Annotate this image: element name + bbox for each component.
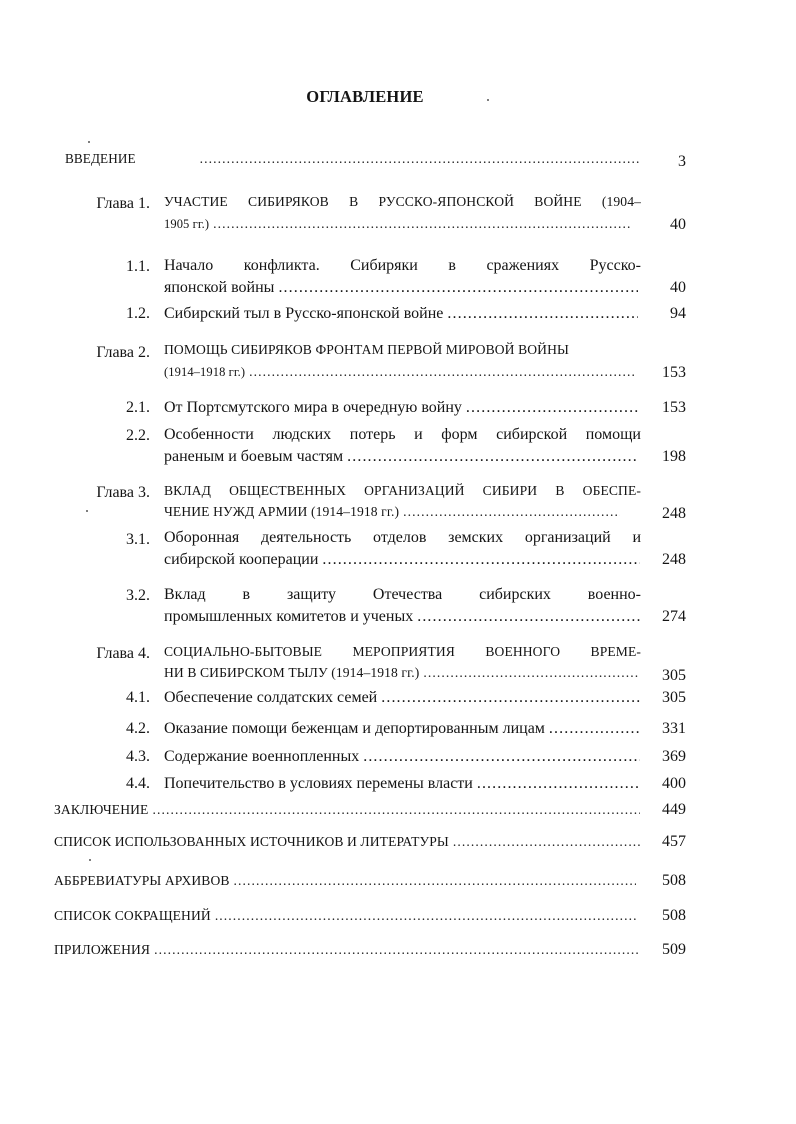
section-title-line[interactable]: Вклад в защиту Отечества сибирских военно- bbox=[164, 586, 641, 603]
chapter-title-line[interactable]: 1905 гг.) ..... bbox=[164, 213, 630, 235]
toc-entry-sources[interactable] bbox=[54, 831, 640, 853]
toc-label: ВВЕДЕНИЕ bbox=[65, 151, 136, 166]
dot-leader bbox=[447, 303, 638, 325]
page-number: 400 bbox=[662, 775, 686, 792]
scan-speck bbox=[86, 510, 88, 512]
page-title: ОГЛАВЛЕНИЕ bbox=[306, 87, 424, 106]
section-number: 4.1. bbox=[126, 689, 150, 706]
section-number: 2.2. bbox=[126, 427, 150, 444]
dot-leader bbox=[249, 361, 636, 383]
toc-label: АББРЕВИАТУРЫ АРХИВОВ bbox=[54, 873, 230, 888]
page-number: 248 bbox=[662, 551, 686, 568]
dot-leader bbox=[453, 831, 640, 853]
dot-leader bbox=[363, 746, 640, 768]
section-number: 4.3. bbox=[126, 748, 150, 765]
chapter-label: Глава 1. bbox=[96, 195, 150, 212]
page-number: 198 bbox=[662, 448, 686, 465]
dot-leader bbox=[152, 799, 640, 821]
scan-speck bbox=[89, 859, 91, 861]
page-number: 3 bbox=[678, 153, 686, 170]
chapter-label: Глава 2. bbox=[96, 344, 150, 361]
dot-leader bbox=[347, 446, 638, 468]
scan-speck bbox=[88, 141, 90, 143]
toc-entry-intro[interactable] bbox=[65, 148, 641, 170]
scan-speck bbox=[487, 99, 489, 101]
section-number: 4.4. bbox=[126, 775, 150, 792]
section-title-line[interactable]: Сибирский тыл в Русско-японской войне ..... bbox=[164, 303, 638, 325]
dot-leader bbox=[322, 549, 640, 571]
section-title-line[interactable]: Обеспечение солдатских семей ..... bbox=[164, 687, 640, 709]
dot-leader bbox=[403, 501, 620, 523]
section-title-line[interactable]: Содержание военнопленных ..... bbox=[164, 746, 640, 768]
chapter-title-line[interactable]: СОЦИАЛЬНО-БЫТОВЫЕ МЕРОПРИЯТИЯ ВОЕННОГО ВРЕМЕ- bbox=[164, 644, 641, 659]
page-number: 457 bbox=[662, 833, 686, 850]
toc-entry-appendices[interactable] bbox=[54, 939, 640, 961]
chapter-label: Глава 4. bbox=[96, 645, 150, 662]
section-title-line[interactable]: От Портсмутского мира в очередную войну ..... bbox=[164, 397, 640, 419]
dot-leader bbox=[549, 718, 640, 740]
page-number: 449 bbox=[662, 801, 686, 818]
chapter-title-line[interactable]: УЧАСТИЕ СИБИРЯКОВ В РУССКО-ЯПОНСКОЙ ВОЙНЕ (1904– bbox=[164, 194, 641, 209]
toc-label: СПИСОК СОКРАЩЕНИЙ bbox=[54, 908, 211, 923]
page-number: 274 bbox=[662, 608, 686, 625]
page-number: 153 bbox=[662, 399, 686, 416]
page-number: 508 bbox=[662, 907, 686, 924]
page-number: 153 bbox=[662, 364, 686, 381]
section-number: 1.2. bbox=[126, 305, 150, 322]
dot-leader bbox=[215, 905, 638, 927]
toc-label: ПРИЛОЖЕНИЯ bbox=[54, 942, 151, 957]
page-number: 508 bbox=[662, 872, 686, 889]
dot-leader bbox=[234, 870, 636, 892]
dot-leader bbox=[278, 277, 638, 299]
dot-leader bbox=[381, 687, 640, 709]
section-number: 1.1. bbox=[126, 258, 150, 275]
chapter-title-line[interactable]: (1914–1918 гг.) ..... bbox=[164, 361, 636, 383]
section-title-line[interactable]: сибирской кооперации ..... bbox=[164, 549, 640, 571]
section-number: 3.2. bbox=[126, 587, 150, 604]
toc-entry-conclusion[interactable] bbox=[54, 799, 640, 821]
section-title-line[interactable]: Особенности людских потерь и форм сибирской помощи bbox=[164, 426, 641, 443]
section-number: 3.1. bbox=[126, 531, 150, 548]
chapter-title-line[interactable]: ПОМОЩЬ СИБИРЯКОВ ФРОНТАМ ПЕРВОЙ МИРОВОЙ ВОЙНЫ bbox=[164, 342, 569, 357]
section-number: 4.2. bbox=[126, 720, 150, 737]
toc-entry-archive-abbreviations[interactable] bbox=[54, 870, 636, 892]
section-title-line[interactable]: Попечительство в условиях перемены власти ..... bbox=[164, 773, 640, 795]
dot-leader bbox=[477, 773, 640, 795]
chapter-title-line[interactable]: ВКЛАД ОБЩЕСТВЕННЫХ ОРГАНИЗАЦИЙ СИБИРИ В ОБЕСПЕ- bbox=[164, 483, 641, 498]
dot-leader bbox=[200, 148, 641, 170]
toc-label: СПИСОК ИСПОЛЬЗОВАННЫХ ИСТОЧНИКОВ И ЛИТЕРАТУРЫ bbox=[54, 834, 449, 849]
chapter-title-line[interactable]: ЧЕНИЕ НУЖД АРМИИ (1914–1918 гг.) ..... bbox=[164, 501, 620, 523]
section-title-line[interactable]: Начало конфликта. Сибиряки в сражениях Русско- bbox=[164, 257, 641, 274]
section-title-line[interactable]: японской войны ..... bbox=[164, 277, 638, 299]
dot-leader bbox=[417, 606, 640, 628]
section-title-line[interactable]: раненым и боевым частям ..... bbox=[164, 446, 638, 468]
page-number: 94 bbox=[670, 305, 686, 322]
toc-entry-abbreviations[interactable] bbox=[54, 905, 638, 927]
dot-leader bbox=[213, 213, 630, 235]
section-title-line[interactable]: промышленных комитетов и ученых ..... bbox=[164, 606, 640, 628]
toc-label: ЗАКЛЮЧЕНИЕ bbox=[54, 802, 149, 817]
dot-leader bbox=[423, 662, 638, 684]
chapter-label: Глава 3. bbox=[96, 484, 150, 501]
page-number: 369 bbox=[662, 748, 686, 765]
section-title-line[interactable]: Оказание помощи беженцам и депортированным лицам ..... bbox=[164, 718, 640, 740]
page-number: 509 bbox=[662, 941, 686, 958]
page-number: 305 bbox=[662, 667, 686, 684]
page-number: 305 bbox=[662, 689, 686, 706]
page-number: 40 bbox=[670, 279, 686, 296]
section-title-line[interactable]: Оборонная деятельность отделов земских организаций и bbox=[164, 529, 641, 546]
page-number: 40 bbox=[670, 216, 686, 233]
dot-leader bbox=[466, 397, 640, 419]
dot-leader bbox=[154, 939, 640, 961]
page-number: 248 bbox=[662, 505, 686, 522]
chapter-title-line[interactable]: НИ В СИБИРСКОМ ТЫЛУ (1914–1918 гг.) ..... bbox=[164, 662, 638, 684]
page-number: 331 bbox=[662, 720, 686, 737]
section-number: 2.1. bbox=[126, 399, 150, 416]
